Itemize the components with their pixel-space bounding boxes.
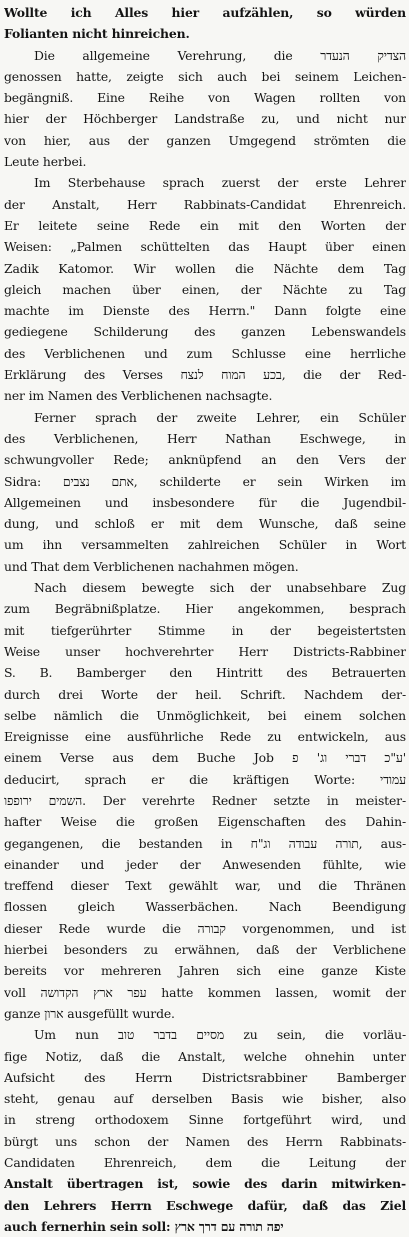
text-line: hafter Weise die großen Eigenschaften des Dahin- — [4, 814, 406, 830]
text-line: begängniß. Eine Reihe von Wagen rollten von — [4, 90, 406, 106]
text-line: flossen gleich Wasserbächen. Nach Beendigung — [4, 899, 406, 915]
text-line: ganze ארון ausgefüllt wurde. — [4, 1005, 175, 1021]
text-line: Candidaten Ehrenreich, dem die Leitung der — [4, 1155, 406, 1171]
text-line: Folianten nicht hinreichen. — [4, 26, 190, 42]
text-line: mit tiefgerührter Stimme in der begeistertsten — [4, 622, 406, 638]
text-line: hier der Höchberger Landstraße zu, und nicht nur — [4, 111, 406, 127]
text-line: dung, und schloß er mit dem Wunsche, daß seine — [4, 516, 406, 532]
text-line: treffend dieser Text gewählt war, und die Thränen — [4, 878, 406, 894]
text-line: einander und jeder der Anwesenden fühlte, wie — [4, 856, 406, 872]
text-line: Anstalt übertragen ist, sowie des darin mitwirken- — [4, 1176, 406, 1192]
text-line: den Lehrers Herrn Eschwege dafür, daß das Ziel — [4, 1197, 406, 1213]
text-line: Ferner sprach der zweite Lehrer, ein Schüler — [34, 409, 406, 425]
text-line: Ereignisse eine ausführliche Rede zu entwickeln, aus — [4, 729, 406, 745]
text-line: des Verblichenen, Herr Nathan Eschwege, in — [4, 430, 406, 446]
text-line: gediegene Schilderung des ganzen Lebenswandels — [4, 324, 406, 340]
text-line: schwungvoller Rede; anknüpfend an den Vers der — [4, 452, 406, 468]
text-line: Um nun מסיים בדבר טוב zu sein, die vorläu- — [34, 1027, 406, 1043]
text-line: machte im Dienste des Herrn." Dann folgte eine — [4, 303, 406, 319]
text-line: Im Sterbehause sprach zuerst der erste Lehrer — [34, 175, 406, 191]
text-line: bürgt uns schon der Namen des Herrn Rabbinats- — [4, 1133, 406, 1149]
text-line: Sidra: אתם נצבים, schilderte er sein Wirken im — [4, 473, 406, 489]
text-line: zum Begräbnißplatze. Hier angekommen, besprach — [4, 601, 406, 617]
text-line: Er leitete seine Rede ein mit den Worten der — [4, 217, 406, 233]
text-line: und That dem Verblichenen nachahmen mögen. — [4, 558, 299, 574]
text-line: des Verblichenen und zum Schlusse eine herrliche — [4, 345, 406, 361]
text-line: einem Verse aus dem Buche Job ע"כ דברי וג' פ' — [4, 750, 406, 766]
text-line: hierbei besonders zu erwähnen, daß der Verblichene — [4, 942, 406, 958]
text-line: השמים ירופפו. Der verehrte Redner setzte in meister- — [4, 792, 406, 808]
text-line: voll עפר ארץ הקדושה hatte kommen lassen, womit der — [4, 984, 406, 1000]
text-line: gegangenen, die bestanden in תורה עבודה וג"ח, aus- — [4, 835, 406, 851]
text-line: dieser Rede wurde die קבורה vorgenommen, und ist — [4, 920, 406, 936]
text-line: fige Notiz, daß die Anstalt, welche ohnehin unter — [4, 1048, 406, 1064]
text-line: genossen hatte, zeigte sich auch bei seinem Leichen- — [4, 68, 406, 84]
text-line: Wollte ich Alles hier aufzählen, so würden — [4, 5, 406, 20]
text-line: Erklärung des Verses בכע המוח לנצח, die der Red- — [4, 367, 406, 383]
text-line: selbe nämlich die Unmöglichkeit, bei einem solchen — [4, 707, 406, 723]
text-line: Aufsicht des Herrn Districtsrabbiner Bamberger — [4, 1069, 406, 1085]
text-line: Weise unser hochverehrter Herr Districts-Rabbiner — [4, 643, 406, 659]
text-line: gleich machen über einen, der Nächte zu Tag — [4, 281, 406, 297]
text-line: Allgemeinen und insbesondere für die Jugendbil- — [4, 494, 406, 510]
text-line: ner im Namen des Verblichenen nachsagte. — [4, 388, 273, 404]
text-line: von hier, aus der ganzen Umgegend strömten die — [4, 132, 406, 148]
text-line: in streng orthodoxem Sinne fortgeführt wird, und — [4, 1112, 406, 1128]
text-line: Nach diesem bewegte sich der unabsehbare Zug — [34, 580, 406, 596]
text-line: Die allgemeine Verehrung, die הצדיק הנעדר — [34, 47, 406, 63]
text-line: durch drei Worte der heil. Schrift. Nachdem der- — [4, 686, 406, 702]
text-line: der Anstalt, Herr Rabbinats-Candidat Ehrenreich. — [4, 196, 406, 212]
text-line: Leute herbei. — [4, 154, 87, 170]
text-line: bereits vor mehreren Jahren sich eine ganze Kiste — [4, 963, 406, 979]
text-line: Zadik Katomor. Wir wollen die Nächte dem Tag — [4, 260, 406, 276]
text-line: steht, genau auf derselben Basis wie bisher, also — [4, 1091, 406, 1107]
text-line: deducirt, sprach er die kräftigen Worte: עמודי — [4, 771, 406, 787]
text-line: um ihn versammelten zahlreichen Schüler in Wort — [4, 537, 406, 553]
text-line: S. B. Bamberger den Hintritt des Betrauerten — [4, 665, 406, 681]
text-line: Weisen: „Palmen schüttelten das Haupt über einen — [4, 239, 406, 255]
text-line: auch fernerhin sein soll: יפה תורה עם דרך ארץ — [4, 1218, 284, 1234]
